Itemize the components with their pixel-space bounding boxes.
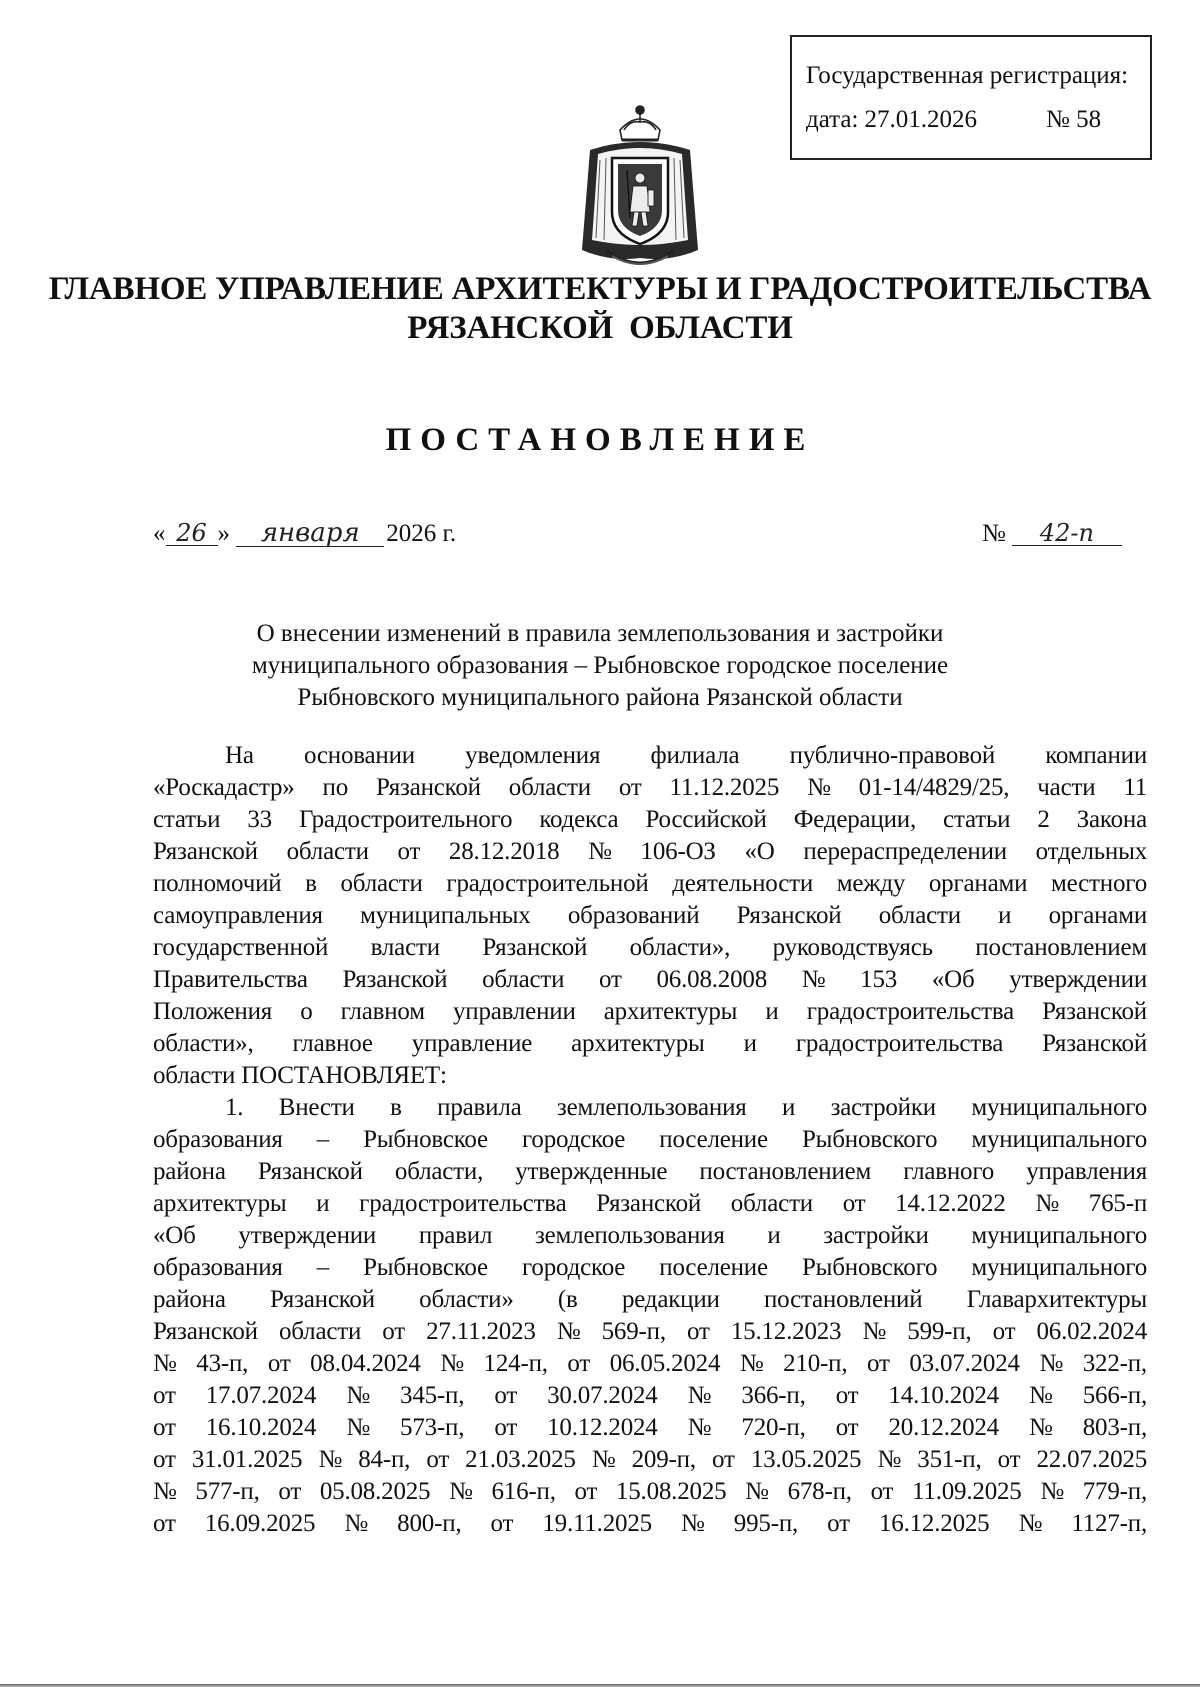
body-line: государственной власти Рязанской области», руководствуясь постановлением (153, 934, 1147, 961)
date-open-quote: « (153, 520, 166, 547)
document-date (153, 520, 456, 548)
body-line: № 43-п, от 08.04.2024 № 124-п, от 06.05.2024 № 210-п, от 03.07.2024 № 322-п, (153, 1350, 1147, 1377)
subject-line3: Рыбновского муниципального района Рязанской области (297, 684, 903, 711)
page-bottom-edge (0, 1684, 1200, 1687)
date-close-quote: » (217, 520, 230, 547)
document-subject (0, 618, 1200, 714)
body-line: самоуправления муниципальных образований Рязанской области и органами (153, 902, 1147, 929)
body-line: от 16.10.2024 № 573-п, от 10.12.2024 № 720-п, от 20.12.2024 № 803-п, (153, 1414, 1147, 1441)
organization-name-line1: ГЛАВНОЕ УПРАВЛЕНИЕ АРХИТЕКТУРЫ И ГРАДОСТРОИТЕЛЬСТВА (48, 271, 1152, 307)
ryazan-coat-of-arms-icon (570, 100, 710, 275)
body-line: 1. Внести в правила землепользования и застройки муниципального (225, 1094, 1147, 1121)
body-line: «Роскадастр» по Рязанской области от 11.12.2025 № 01-14/4829/25, части 11 (153, 774, 1147, 801)
body-line: образования – Рыбновское городское поселение Рыбновского муниципального (153, 1126, 1147, 1153)
document-body (153, 740, 1147, 1540)
body-line: Положения о главном управлении архитектуры и градостроительства Рязанской (153, 998, 1147, 1025)
registration-date-label: дата: (806, 106, 859, 133)
date-day-handwritten: 26 (166, 521, 218, 546)
body-line: «Об утверждении правил землепользования и застройки муниципального (153, 1222, 1147, 1249)
document-number-label: № (982, 520, 1006, 547)
organization-name (0, 270, 1200, 348)
body-line: Правительства Рязанской области от 06.08.2008 № 153 «Об утверждении (153, 966, 1147, 993)
registration-title: Государственная регистрация: (806, 62, 1129, 89)
subject-line2: муниципального образования – Рыбновское городское поселение (251, 652, 949, 679)
body-line: от 16.09.2025 № 800-п, от 19.11.2025 № 995-п, от 16.12.2025 № 1127-п, (153, 1510, 1147, 1537)
registration-date-value: 27.01.2026 (864, 106, 977, 133)
body-line: полномочий в области градостроительной деятельности между органами местного (153, 870, 1147, 897)
body-line: от 17.07.2024 № 345-п, от 30.07.2024 № 366-п, от 14.10.2024 № 566-п, (153, 1382, 1147, 1409)
body-line: района Рязанской области» (в редакции постановлений Главархитектуры (153, 1286, 1147, 1313)
registration-stamp (790, 35, 1152, 160)
organization-name-line2: РЯЗАНСКОЙ ОБЛАСТИ (407, 310, 793, 346)
registration-number: № 58 (1046, 106, 1102, 133)
body-line: Рязанской области от 28.12.2018 № 106-ОЗ «О перераспределении отдельных (153, 838, 1147, 865)
document-type: ПОСТАНОВЛЕНИЕ (385, 422, 815, 458)
body-line: архитектуры и градостроительства Рязанской области от 14.12.2022 № 765-п (153, 1190, 1147, 1217)
body-line: области ПОСТАНОВЛЯЕТ: (153, 1062, 447, 1089)
body-line: На основании уведомления филиала публично-правовой компании (225, 742, 1147, 769)
document-number-handwritten: 42-п (1012, 521, 1122, 546)
subject-line1: О внесении изменений в правила землепользования и застройки (256, 620, 944, 647)
body-line: № 577-п, от 05.08.2025 № 616-п, от 15.08.2025 № 678-п, от 11.09.2025 № 779-п, (153, 1478, 1147, 1505)
document-number (982, 520, 1122, 548)
registration-date (806, 107, 977, 132)
body-line: Рязанской области от 27.11.2023 № 569-п, от 15.12.2023 № 599-п, от 06.02.2024 (153, 1318, 1147, 1345)
body-line: статьи 33 Градостроительного кодекса Российской Федерации, статьи 2 Закона (153, 806, 1147, 833)
body-line: образования – Рыбновское городское поселение Рыбновского муниципального (153, 1254, 1147, 1281)
body-line: области», главное управление архитектуры и градостроительства Рязанской (153, 1030, 1147, 1057)
date-year: 2026 г. (386, 520, 457, 547)
body-line: от 31.01.2025 № 84-п, от 21.03.2025 № 209-п, от 13.05.2025 № 351-п, от 22.07.2025 (153, 1446, 1147, 1473)
date-month-handwritten: января (236, 520, 384, 547)
body-line: района Рязанской области, утвержденные постановлением главного управления (153, 1158, 1147, 1185)
